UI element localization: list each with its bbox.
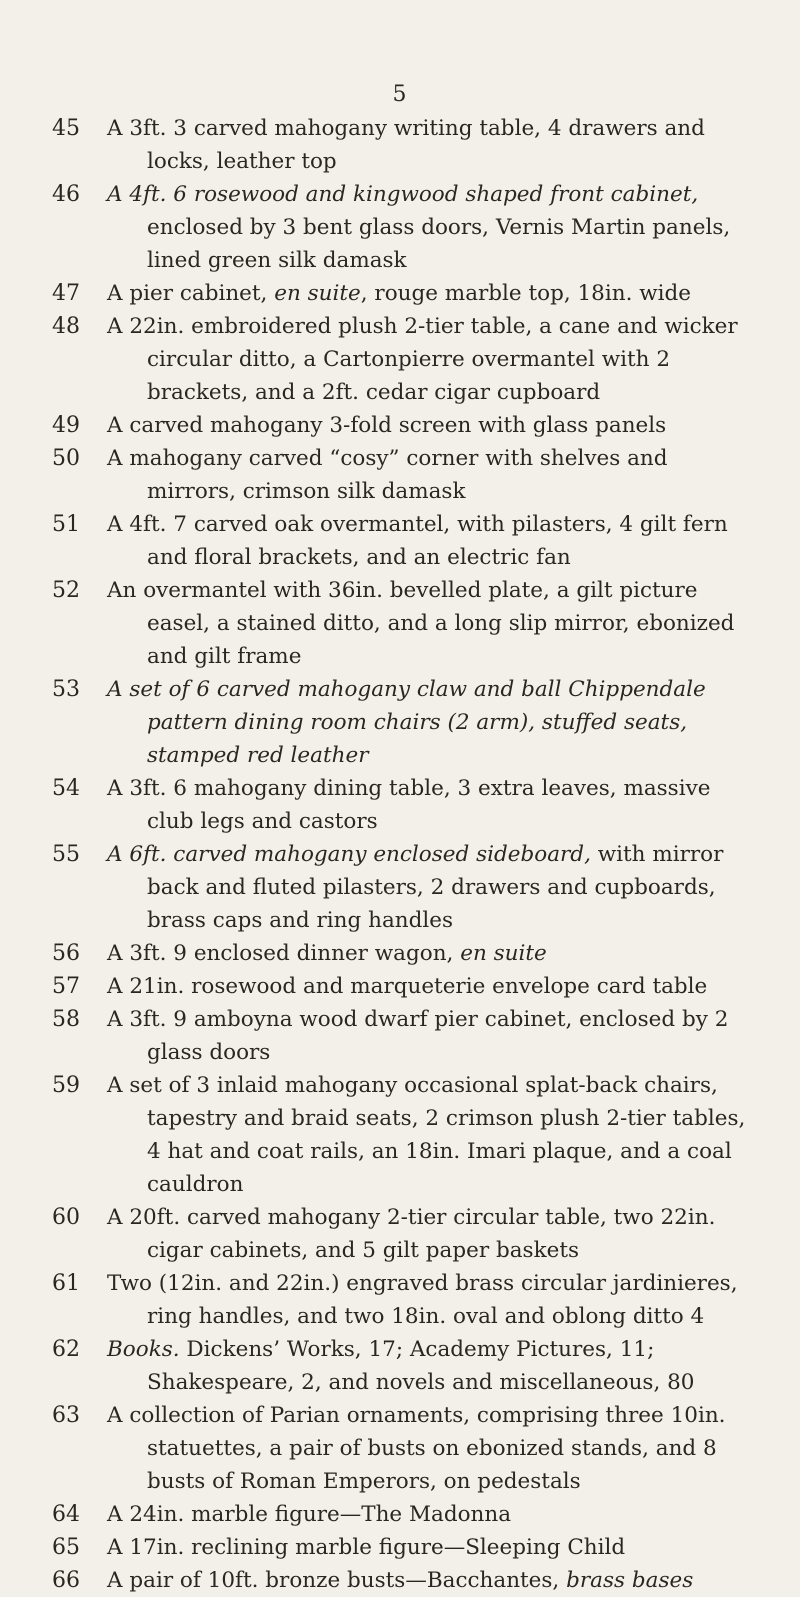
lot-description-text: A carved mahogany 3-fold screen with glass panels [107,413,667,438]
lot-description-text: An overmantel with 36in. bevelled plate, a gilt picture easel, a stained ditto, and a long slip mirror, ebonized and gilt frame [107,578,735,669]
lot-number: 48 [52,314,80,339]
lot-number: 53 [52,677,80,702]
lot-entry [0,277,800,310]
lot-entry [0,1201,800,1267]
lot-entry [0,508,800,574]
lot-description [107,1564,748,1597]
lot-number: 59 [52,1073,80,1098]
lot-entry [0,409,800,442]
lot-description-italic: en suite [460,941,547,966]
lot-number: 52 [52,578,80,603]
lot-description-text: A pair of 10ft. bronze busts—Bacchantes, [107,1568,567,1593]
lot-entry [0,970,800,1003]
lot-number: 45 [52,116,80,141]
lot-entry [0,1399,800,1498]
lot-description [107,1201,748,1267]
lot-description-text: A collection of Parian ornaments, comprising three 10in. statuettes, a pair of busts on ebonized stands, and 8 busts of Roman Emperors, on pedestals [107,1403,726,1494]
lot-entry [0,772,800,838]
lot-description-italic: brass bases [566,1568,694,1593]
lot-entry [0,1564,800,1597]
lot-description-text: A 24in. marble figure—The Madonna [107,1502,512,1527]
lot-number: 60 [52,1205,80,1230]
lot-number: 61 [52,1271,80,1296]
lot-description [107,442,748,508]
lot-description [107,1267,748,1333]
lot-entry [0,838,800,937]
lot-number: 50 [52,446,80,471]
lot-description [107,838,748,937]
lot-description [107,1531,748,1564]
lot-description [107,277,748,310]
lot-number: 66 [52,1568,80,1593]
lot-description [107,937,748,970]
lot-list [0,112,800,1597]
lot-description-text: A pier cabinet, [107,281,275,306]
lot-description [107,1399,748,1498]
lot-number: 57 [52,974,80,999]
lot-description-text: Dickens’ Works, 17; Academy Pictures, 11; Shakespeare, 2, and novels and miscellaneous, 80 [147,1337,695,1395]
lot-description-text: with mirror back and fluted pilasters, 2 drawers and cupboards, brass caps and ring handles [147,842,724,933]
lot-entry [0,574,800,673]
lot-number: 49 [52,413,80,438]
lot-number: 62 [52,1337,80,1362]
lot-description-text: Two (12in. and 22in.) engraved brass circular jardinieres, ring handles, and two 18in. oval and oblong ditto 4 [107,1271,738,1329]
lot-entry [0,1003,800,1069]
lot-number: 65 [52,1535,80,1560]
page-number: 5 [392,82,408,107]
lot-description-text: A 3ft. 6 mahogany dining table, 3 extra leaves, massive club legs and castors [107,776,711,834]
lot-number: 51 [52,512,80,537]
lot-entry [0,310,800,409]
lot-description-text: , rouge marble top, 18in. wide [360,281,692,306]
lot-entry [0,673,800,772]
lot-number: 55 [52,842,80,867]
lot-description-text: A 4ft. 7 carved oak overmantel, with pilasters, 4 gilt fern and floral brackets, and an electric fan [107,512,728,570]
lot-description-italic: Books. [107,1337,180,1362]
lot-entry [0,112,800,178]
lot-description [107,310,748,409]
lot-number: 46 [52,182,80,207]
lot-description [107,574,748,673]
lot-description [107,508,748,574]
lot-number: 47 [52,281,80,306]
lot-entry [0,937,800,970]
lot-description-text: A mahogany carved “cosy” corner with shelves and mirrors, crimson silk damask [107,446,668,504]
lot-description [107,970,748,1003]
lot-description-text: A 3ft. 9 amboyna wood dwarf pier cabinet, enclosed by 2 glass doors [107,1007,729,1065]
lot-entry [0,442,800,508]
lot-number: 63 [52,1403,80,1428]
lot-description-italic: A 6ft. carved mahogany enclosed sideboard, [107,842,591,867]
lot-description-italic: A 4ft. 6 rosewood and kingwood shaped front cabinet, [107,182,699,207]
lot-description [107,1069,748,1201]
lot-description-text: A 21in. rosewood and marqueterie envelope card table [107,974,708,999]
lot-description-text: enclosed by 3 bent glass doors, Vernis Martin panels, lined green silk damask [147,215,731,273]
lot-number: 58 [52,1007,80,1032]
lot-entry [0,1531,800,1564]
lot-description-text: A 20ft. carved mahogany 2-tier circular table, two 22in. cigar cabinets, and 5 gilt paper baskets [107,1205,716,1263]
lot-description [107,1498,748,1531]
lot-entry [0,1498,800,1531]
lot-description [107,772,748,838]
lot-entry [0,1267,800,1333]
lot-description [107,1003,748,1069]
lot-description-text: A 3ft. 3 carved mahogany writing table, 4 drawers and locks, leather top [107,116,705,174]
lot-description-text: A 17in. reclining marble figure—Sleeping Child [107,1535,626,1560]
lot-description-italic: en suite [274,281,361,306]
lot-description-italic: A set of 6 carved mahogany claw and ball Chippendale pattern dining room chairs (2 arm), stuffed seats, stamped red leather [107,677,706,768]
lot-entry [0,1069,800,1201]
lot-number: 56 [52,941,80,966]
lot-description-text: A set of 3 inlaid mahogany occasional splat-back chairs, tapestry and braid seats, 2 crimson plush 2-tier tables, 4 hat and coat rails, an 18in. Imari plaque, and a coal cauldron [107,1073,746,1197]
lot-description [107,112,748,178]
lot-description [107,409,748,442]
lot-number: 54 [52,776,80,801]
lot-description [107,673,748,772]
lot-description [107,178,748,277]
lot-description-text: A 3ft. 9 enclosed dinner wagon, [107,941,461,966]
lot-number: 64 [52,1502,80,1527]
lot-description-text: A 22in. embroidered plush 2-tier table, a cane and wicker circular ditto, a Cartonpierre overmantel with 2 brackets, and a 2ft. cedar cigar cupboard [107,314,738,405]
lot-entry [0,178,800,277]
